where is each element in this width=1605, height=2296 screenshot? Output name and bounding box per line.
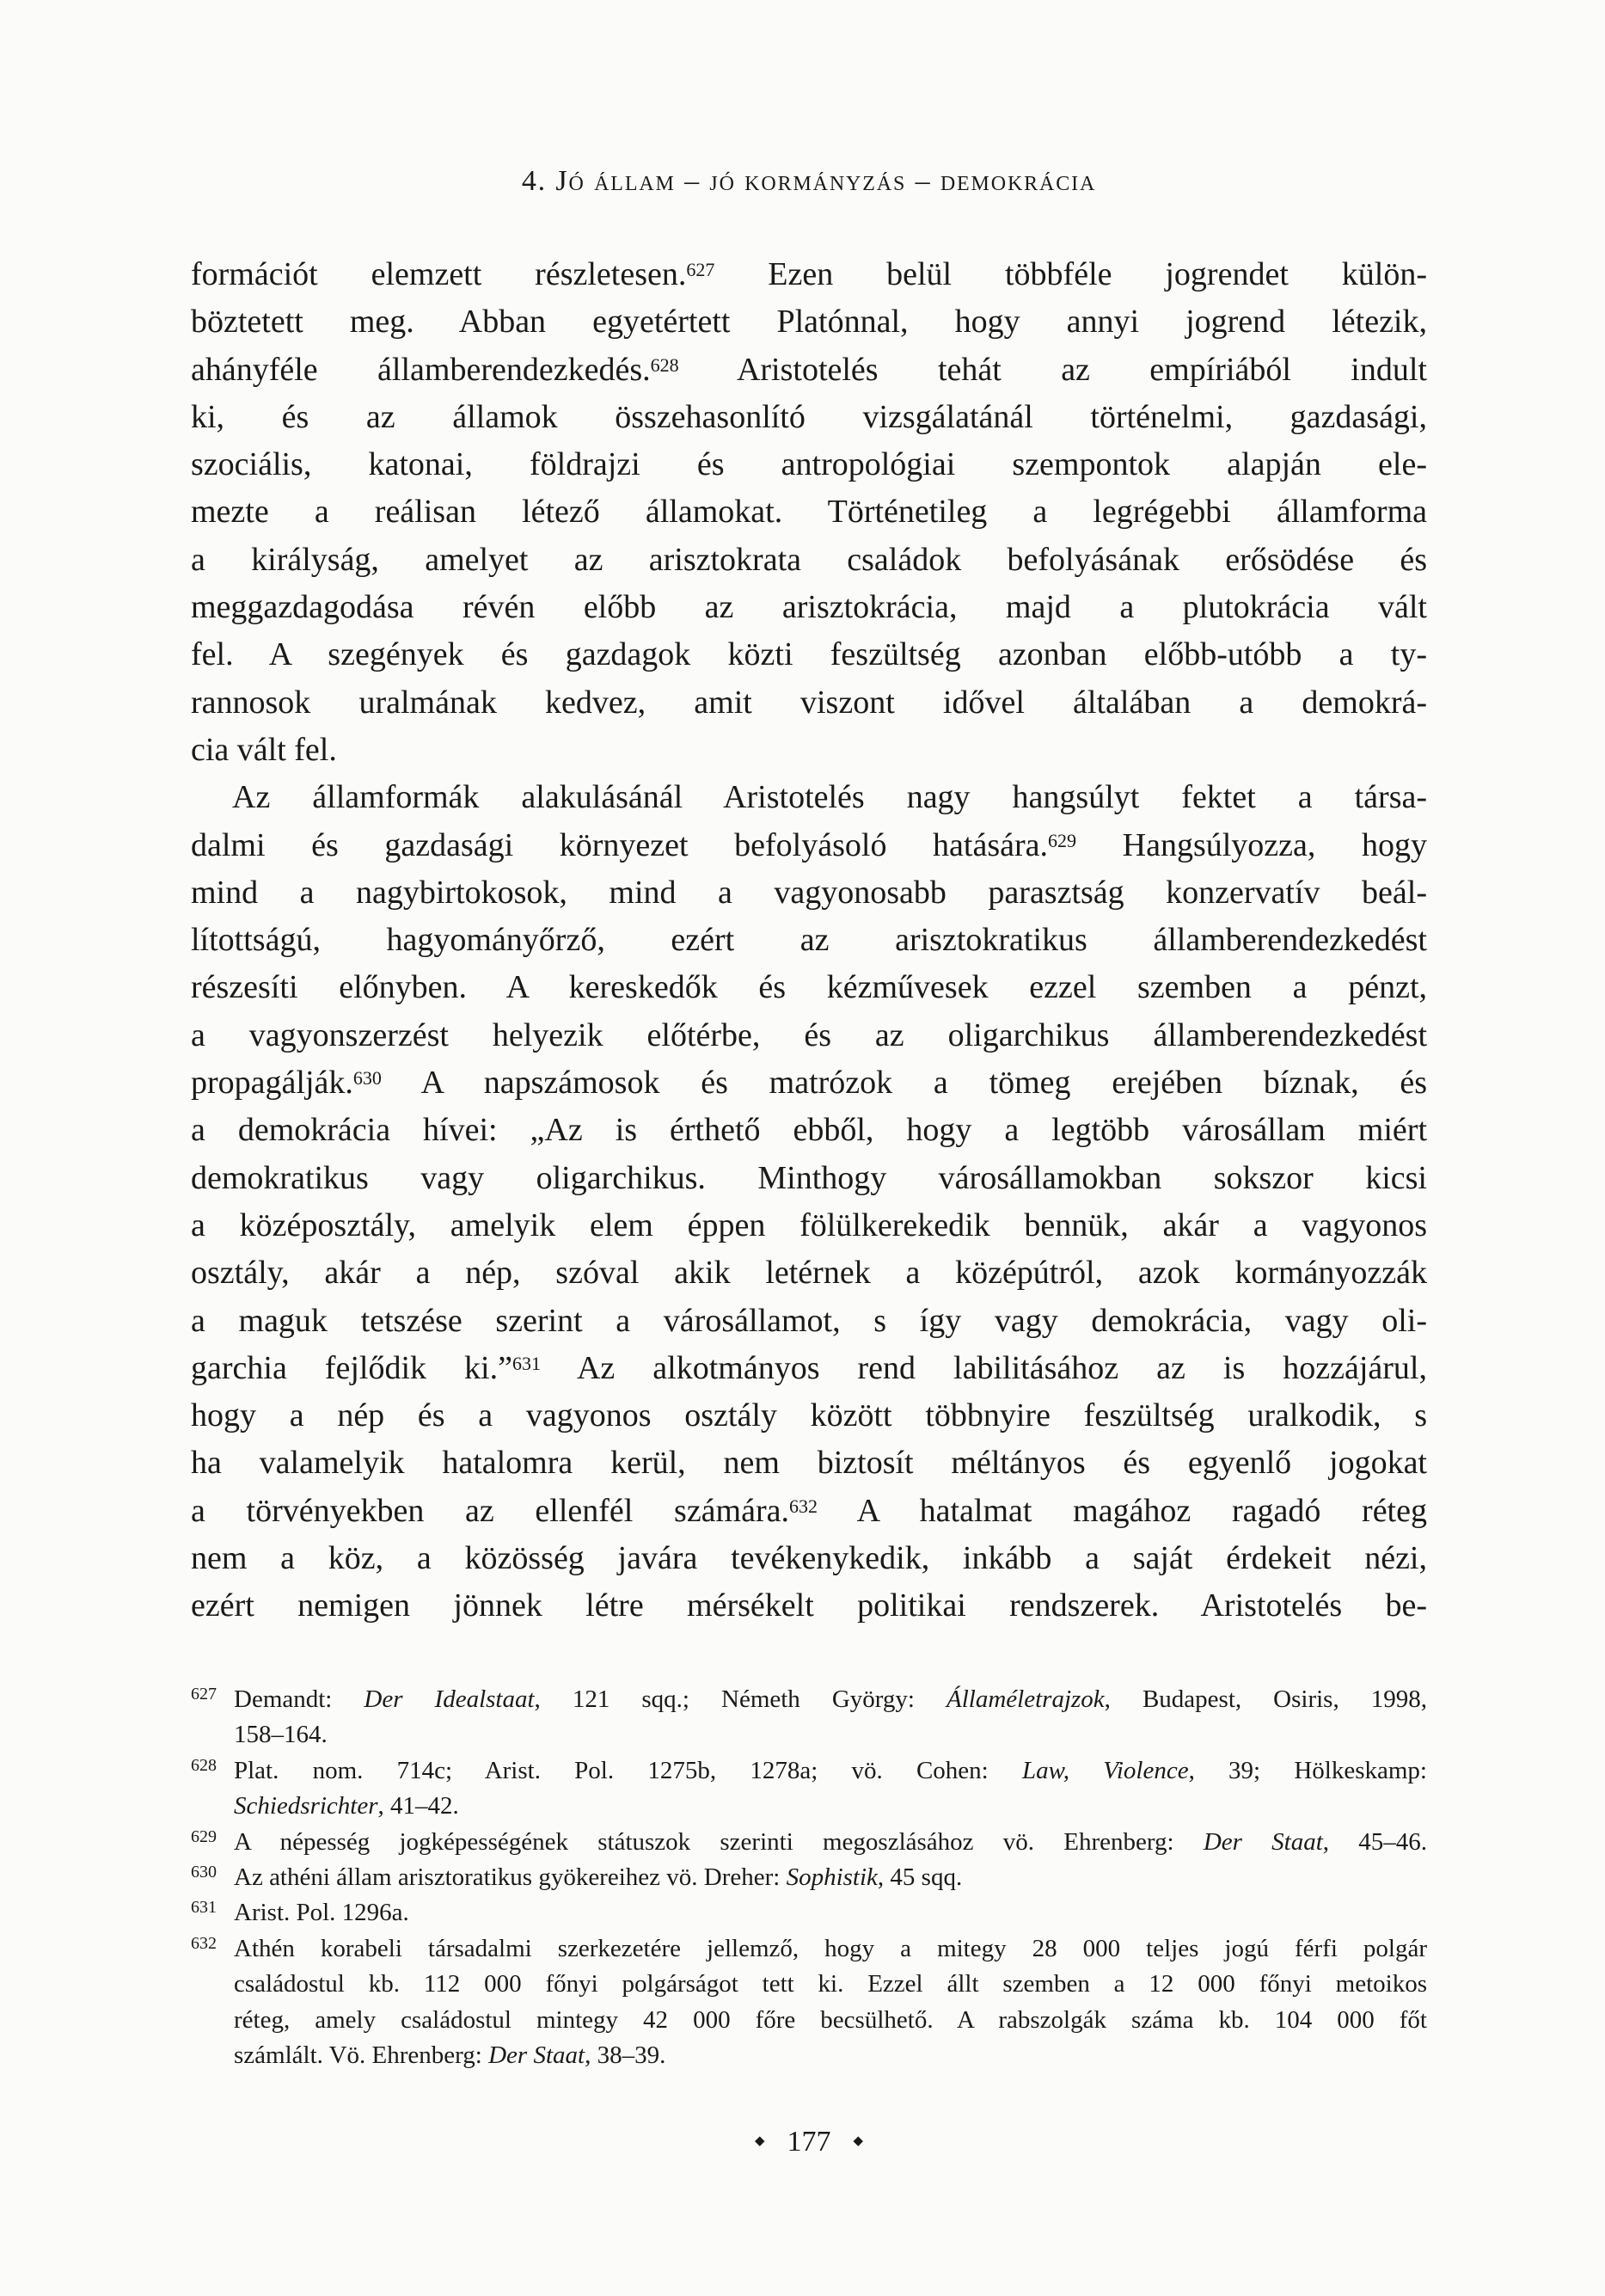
footnote-line: számlált. Vö. Ehrenberg: Der Staat, 38–39. — [234, 2041, 666, 2070]
footnote-reference: 628 — [650, 353, 679, 376]
italic-title: Schiedsrichter — [234, 1792, 378, 1820]
footnote-reference: 627 — [686, 259, 715, 281]
footnote-line: Demandt: Der Idealstaat, 121 sqq.; Németh György: Államéletrajzok, Budapest, Osiris, 1998, — [234, 1685, 1428, 1713]
body-line: garchia fejlődik ki.”$^{631}$ Az alkotmányos rend labilitásához az is hozzájárul, — [191, 1349, 1427, 1386]
footnote-line: Plat. nom. 714c; Arist. Pol. 1275b, 1278a; vö. Cohen: Law, Violence, 39; Hölkeskamp: — [234, 1756, 1427, 1784]
body-line: cia vált fel. — [191, 731, 337, 768]
footnote-number: 630 — [191, 1863, 217, 1882]
footnote-number: 632 — [191, 1933, 217, 1953]
body-line: ahányféle államberendezkedés.$^{628}$ Aristotelés tehát az empíriából indult — [191, 351, 1427, 388]
footnote-line: Arist. Pol. 1296a. — [234, 1899, 409, 1927]
footnote-reference: 631 — [512, 1352, 542, 1374]
body-line: ezért nemigen jönnek létre mérsékelt politikai rendszerek. Aristotelés be- — [191, 1587, 1427, 1624]
footnote-item — [191, 1825, 1427, 1860]
body-line: szociális, katonai, földrajzi és antropológiai szempontok alapján ele- — [191, 446, 1427, 483]
footnote-line: Az athéni állam arisztoratikus gyökereihez vö. Dreher: Sophistik, 45 sqq. — [234, 1863, 963, 1892]
italic-title: Der Staat — [1203, 1827, 1323, 1856]
body-line: ki, és az államok összehasonlító vizsgálatánál történelmi, gazdasági, — [191, 398, 1427, 435]
footnote-reference: 629 — [1048, 829, 1077, 851]
body-line: részesíti előnyben. A kereskedők és kézművesek ezzel szemben a pénzt, — [191, 969, 1427, 1006]
body-line: a királyság, amelyet az arisztokrata családok befolyásának erősödése és — [191, 541, 1427, 578]
body-line: a demokrácia hívei: „Az is érthető ebből, hogy a legtöbb városállam miért — [191, 1112, 1427, 1149]
body-line: nem a köz, a közösség javára tevékenykedik, inkább a saját érdekeit nézi, — [191, 1540, 1427, 1577]
page-number: 177 — [787, 2126, 831, 2158]
footnote-line: családostul kb. 112 000 főnyi polgárságot tett ki. Ezzel állt szemben a 12 000 főnyi metoikos — [234, 1970, 1427, 1998]
body-line: a maguk tetszése szerint a városállamot, s így vagy demokrácia, vagy oli- — [191, 1302, 1427, 1339]
footnote-item — [191, 1860, 1427, 1895]
footnote-item — [191, 1753, 1427, 1825]
body-line: a vagyonszerzést helyezik előtérbe, és az oligarchikus államberendezkedést — [191, 1016, 1427, 1053]
footnote-item — [191, 1931, 1427, 2074]
body-line: demokratikus vagy oligarchikus. Minthogy városállamokban sokszor kicsi — [191, 1159, 1427, 1196]
footnote-item — [191, 1895, 1427, 1931]
folio-ornament-left: ◆ — [754, 2134, 765, 2148]
body-line: fel. A szegények és gazdagok közti feszültség azonban előbb-utóbb a ty- — [191, 636, 1427, 673]
folio-ornament-right: ◆ — [853, 2134, 864, 2148]
running-head: 4. Jó állam – jó kormányzás – demokrácia — [521, 165, 1097, 197]
body-line: meggazdagodása révén előbb az arisztokrácia, majd a plutokrácia vált — [191, 589, 1427, 626]
footnote-number: 631 — [191, 1898, 217, 1918]
body-line: Az államformák alakulásánál Aristotelés nagy hangsúlyt fektet a társa- — [232, 779, 1427, 816]
body-line: osztály, akár a nép, szóval akik letérnek a középútról, azok kormányozzák — [191, 1255, 1427, 1292]
footnote-reference: 630 — [352, 1067, 382, 1090]
body-line: a törvényekben az ellenfél számára.$^{632}$ A hatalmat magához ragadó réteg — [191, 1492, 1427, 1529]
body-line: ha valamelyik hatalomra kerül, nem biztosít méltányos és egyenlő jogokat — [191, 1445, 1427, 1482]
body-line: rannosok uralmának kedvez, amit viszont idővel általában a demokrá- — [191, 684, 1427, 721]
italic-title: Law, Violence — [1021, 1756, 1189, 1784]
italic-title: Államéletrajzok — [946, 1685, 1105, 1713]
footnote-number: 628 — [191, 1755, 217, 1775]
footnote-line: Athén korabeli társadalmi szerkezetére jellemző, hogy a mitegy 28 000 teljes jogú férfi polgár — [234, 1934, 1427, 1962]
footnote-number: 629 — [191, 1826, 217, 1846]
italic-title: Der Staat — [488, 2041, 585, 2070]
body-line: propagálják.$^{630}$ A napszámosok és matrózok a tömeg erejében bíznak, és — [191, 1065, 1427, 1102]
italic-title: Sophistik — [786, 1863, 878, 1892]
body-line: formációt elemzett részletesen.$^{627}$ Ezen belül többféle jogrendet külön- — [191, 256, 1427, 292]
body-line: dalmi és gazdasági környezet befolyásoló hatására.$^{629}$ Hangsúlyozza, hogy — [191, 826, 1427, 863]
body-line: hogy a nép és a vagyonos osztály között többnyire feszültség uralkodik, s — [191, 1397, 1427, 1434]
footnote-line: 158–164. — [234, 1721, 328, 1749]
footnotes — [191, 1682, 1427, 2073]
body-line: mind a nagybirtokosok, mind a vagyonosabb parasztság konzervatív beál- — [191, 874, 1427, 911]
footnote-line: A népesség jogképességének státuszok szerinti megoszlásához vö. Ehrenberg: Der Staat, 45–46. — [234, 1827, 1428, 1856]
body-text — [191, 251, 1427, 1630]
footnote-line: Schiedsrichter, 41–42. — [234, 1792, 459, 1820]
body-line: a középosztály, amelyik elem éppen fölülkerekedik bennük, akár a vagyonos — [191, 1206, 1427, 1243]
body-line: böztetett meg. Abban egyetértett Platónnal, hogy annyi jogrend létezik, — [191, 304, 1427, 341]
footnote-reference: 632 — [789, 1495, 818, 1517]
footnote-item — [191, 1682, 1427, 1753]
body-line: lítottságú, hagyományőrző, ezért az arisztokratikus államberendezkedést — [191, 922, 1427, 959]
folio — [191, 2126, 1427, 2158]
footnote-number: 627 — [191, 1685, 217, 1704]
body-line: mezte a reálisan létező államokat. Történetileg a legrégebbi államforma — [191, 494, 1427, 531]
italic-title: Der Idealstaat — [364, 1685, 535, 1713]
footnote-line: réteg, amely családostul mintegy 42 000 főre becsülhető. A rabszolgák száma kb. 104 000 főt — [234, 2005, 1427, 2034]
